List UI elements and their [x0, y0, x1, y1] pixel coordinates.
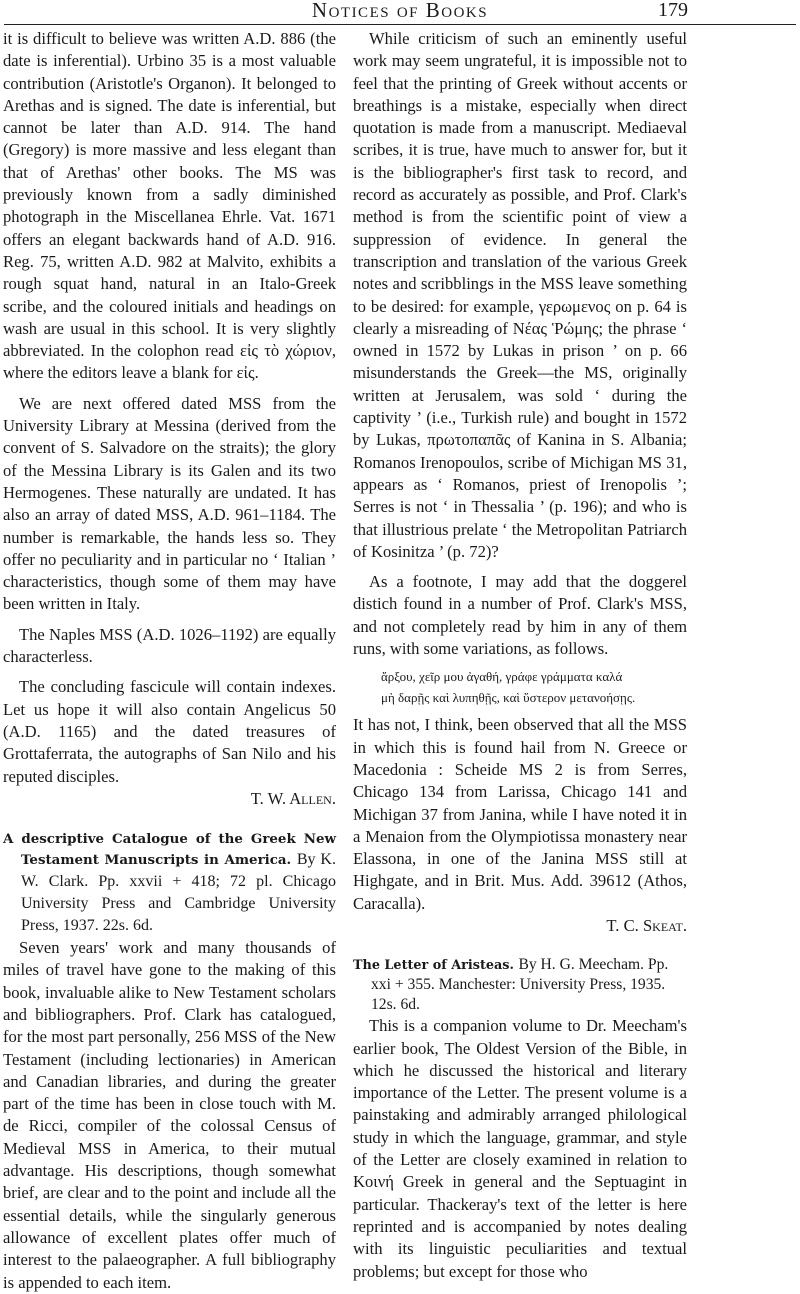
paragraph: It has not, I think, been observed that all the MSS in which this is found hail from N. Greece or Macedonia : Scheide MS 2 is from Serres, Chicago 134 from Larissa, Chicago 141 and Michigan 37 from Janina, while I have noted it in a Menaion from the Olympiotissa monastery near Elassona, in one of the Janina MSS still at Highgate, and in Brit. Mus. Add. 39612 (Athos, Caracalla).: [353, 715, 687, 913]
paragraph: We are next offered dated MSS from the University Library at Messina (derived from the convent of S. Salvadore on the straits); the glory of the Messina Library is its Galen and its two Hermogenes. These naturally are undated. It has also an array of dated MSS, A.D. 961–1184. The number is remarkable, the hands less so. They offer no peculiarity and in particular no ‘ Italian ’ characteristics, though some of them may have been written in Italy.: [3, 393, 336, 614]
paragraph: The Naples MSS (A.D. 1026–1192) are equally characterless.: [3, 624, 336, 667]
reviewer-signature: T. C. Skeat.: [606, 915, 687, 935]
running-title: Notices of Books: [311, 0, 489, 22]
right-column: [353, 28, 687, 1283]
paragraph: it is difficult to believe was written A.D. 886 (the date is inferential). Urbino 35 is a most valuable contribution (Aristotle's Organon). It belonged to Arethas and is signed. The date is inferential, but cannot be later than A.D. 914. The hand (Gregory) is more massive and less elegant than that of Arethas' other books. The MS was previously known from a sadly diminished photograph in the Miscellanea Ehrle. Vat. 1671 offers an elegant backwards hand of A.D. 916. Reg. 75, written A.D. 982 at Malvito, exhibits a rough squat hand, natural in an Italo-Greek scribe, and the coloured initials and headings on wash are usual in this school. It is very slightly abbreviated. In the colophon read εἰς τὸ χώριον, where the editors leave a blank for εἰς.: [3, 29, 336, 383]
greek-verse-line: μὴ δαρῇς καὶ λυπηθῇς, καὶ ὕστερον μετανοήσῃς.: [381, 690, 636, 706]
paragraph: Seven years' work and many thousands of miles of travel have gone to the making of this book, invaluable alike to New Testament scholars and bibliographers. Prof. Clark has catalogued, for the most part personally, 256 MSS of the New Testament (including lectionaries) in American and Canadian libraries, and during the greater part of the time has been in close touch with M. de Ricci, compiler of the colossal Census of Medieval MSS in America, to their mutual advantage. His descriptions, though somewhat brief, are clear and to the point and include all the essential details, while the singularly generous allowance of excellent plates offer much of interest to the palaeographer. A full bibliography is appended to each item.: [3, 938, 336, 1292]
review-title: The Letter of Aristeas.: [353, 958, 514, 974]
review-bibliographic-details: By H. G. Meecham. Pp. xxi + 355. Manchester: University Press, 1935. 12s. 6d.: [371, 956, 669, 1014]
paragraph: While criticism of such an eminently useful work may seem ungrateful, it is impossible not to feel that the printing of Greek without accents or breathings is a mistake, especially when direct quotation is made from a manuscript. Mediaeval scribes, it is true, have much to answer for, but it is the bibliographer's first task to record, and record as accurately as possible, and Prof. Clark's method is from the scientific point of view a suppression of evidence. In general the transcription and translation of the various Greek notes and scribblings in the MSS leave something to be desired: for example, γερωμενος on p. 64 is clearly a misreading of Νέας Ῥώμης; the phrase ‘ owned in 1572 by Lukas in prison ’ on p. 66 misunderstands the Greek—the MS, originally written at Jerusalem, was sold ‘ during the captivity ’ (i.e., Turkish rule) and bought in 1572 by Lukas, πρωτοπαπᾶς of Kanina in S. Albania; Romanos Irenopoulos, scribe of Michigan MS 31, appears as ‘ Romanos, priest of Irenopolis ’; Serres is not ‘ in Thessalia ’ (p. 196); and who is that illustrious prelate ‘ the Metropolitan Patriarch of Kosinitza ’ (p. 72)?: [353, 29, 687, 561]
paragraph: As a footnote, I may add that the doggerel distich found in a number of Prof. Clark's MSS, and not completely read by him in any of them runs, with some variations, as follows.: [353, 572, 687, 659]
review-title: A descriptive Catalogue of the Greek New Testament Manuscripts in America.: [3, 831, 336, 869]
page-header: [0, 0, 800, 30]
left-column: [3, 28, 336, 1294]
review-heading: [353, 955, 687, 1015]
review-heading: [3, 830, 336, 937]
reviewer-signature: T. W. Allen.: [250, 788, 336, 808]
paragraph: This is a companion volume to Dr. Meecham's earlier book, The Oldest Version of the Bible, in which he discussed the historical and literary importance of the Letter. The present volume is a painstaking and admirably arranged philological study in which the language, grammar, and style of the Letter are closely examined in relation to Κοινή Greek in general and the Septuagint in particular. Thackeray's text of the letter is here reprinted and is accompanied by notes dealing with its linguistic peculiarities and textual problems; but except for those who: [353, 1016, 687, 1281]
page-number: 179: [658, 0, 688, 21]
header-rule: [4, 24, 796, 25]
review-bibliographic-details: By K. W. Clark. Pp. xxvii + 418; 72 pl. Chicago University Press and Cambridge University Press, 1937. 22s. 6d.: [21, 851, 336, 935]
paragraph: The concluding fascicule will contain indexes. Let us hope it will also contain Angelicus 50 (A.D. 1165) and the dated treasures of Grottaferrata, the autographs of San Nilo and his reputed disciples.: [3, 677, 336, 786]
greek-verse-line: ἄρξου, χεῖρ μου ἀγαθή, γράφε γράμματα καλά: [381, 669, 623, 685]
